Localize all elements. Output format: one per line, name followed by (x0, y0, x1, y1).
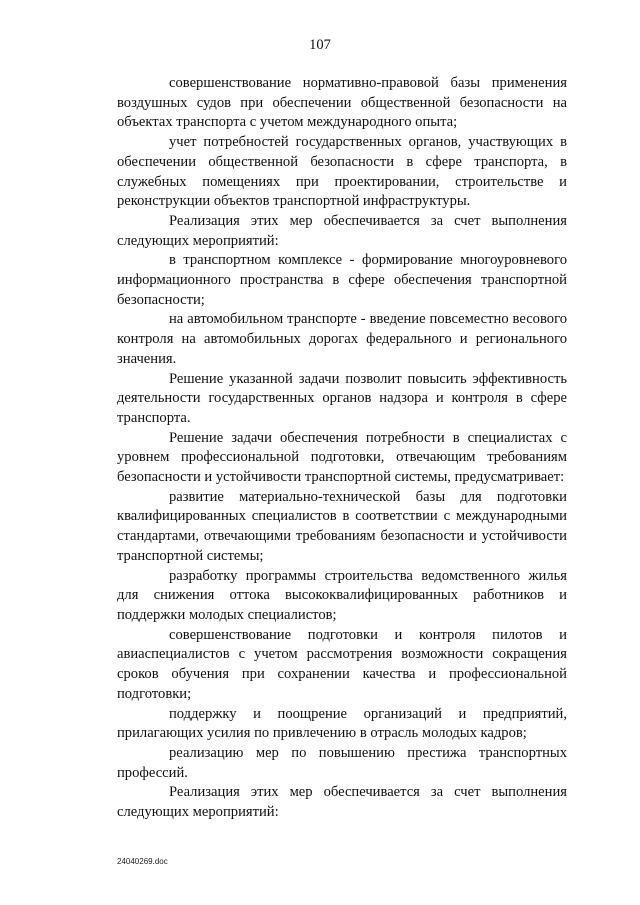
document-body (117, 74, 567, 823)
page-number: 107 (309, 37, 331, 53)
paragraph: реализацию мер по повышению престижа транспортных профессий. (117, 744, 567, 781)
paragraph: Решение задачи обеспечения потребности в специалистах с уровнем профессиональной подготовки, отвечающим требованиям безопасности и устойчивости транспортной системы, предусматривает: (117, 429, 567, 486)
paragraph: поддержку и поощрение организаций и предприятий, прилагающих усилия по привлечению в отрасль молодых кадров; (117, 705, 567, 742)
paragraph: Реализация этих мер обеспечивается за счет выполнения следующих мероприятий: (117, 784, 567, 821)
paragraph: совершенствование нормативно-правовой базы применения воздушных судов при обеспечении общественной безопасности на объектах транспорта с учетом международного опыта; (117, 75, 567, 131)
paragraph: учет потребностей государственных органов, участвующих в обеспечении общественной безопасности в сфере транспорта, в служебных помещениях при проектировании, строительстве и реконструкции объектов транспортной инфраструктуры. (117, 134, 567, 210)
paragraph: совершенствование подготовки и контроля пилотов и авиаспециалистов с учетом рассмотрения возможности сокращения сроков обучения при сохранении качества и профессиональной подготовки; (117, 626, 567, 702)
paragraph: на автомобильном транспорте - введение повсеместно весового контроля на автомобильных дорогах федерального и регионального значения. (117, 311, 567, 367)
paragraph: в транспортном комплексе - формирование многоуровневого информационного пространства в сфере обеспечения транспортной безопасности; (117, 252, 567, 308)
paragraph: Решение указанной задачи позволит повысить эффективность деятельности государственных органов надзора и контроля в сфере транспорта. (117, 370, 567, 426)
paragraph: Реализация этих мер обеспечивается за счет выполнения следующих мероприятий: (117, 212, 567, 249)
document-file-code: 24040269.doc (117, 857, 168, 866)
paragraph: развитие материально-технической базы для подготовки квалифицированных специалистов в соответствии с международными стандартами, отвечающими требованиям безопасности и устойчивости транспортной системы; (117, 488, 567, 564)
paragraph: разработку программы строительства ведомственного жилья для снижения оттока высококвалифицированных работников и поддержки молодых специалистов; (117, 567, 567, 623)
